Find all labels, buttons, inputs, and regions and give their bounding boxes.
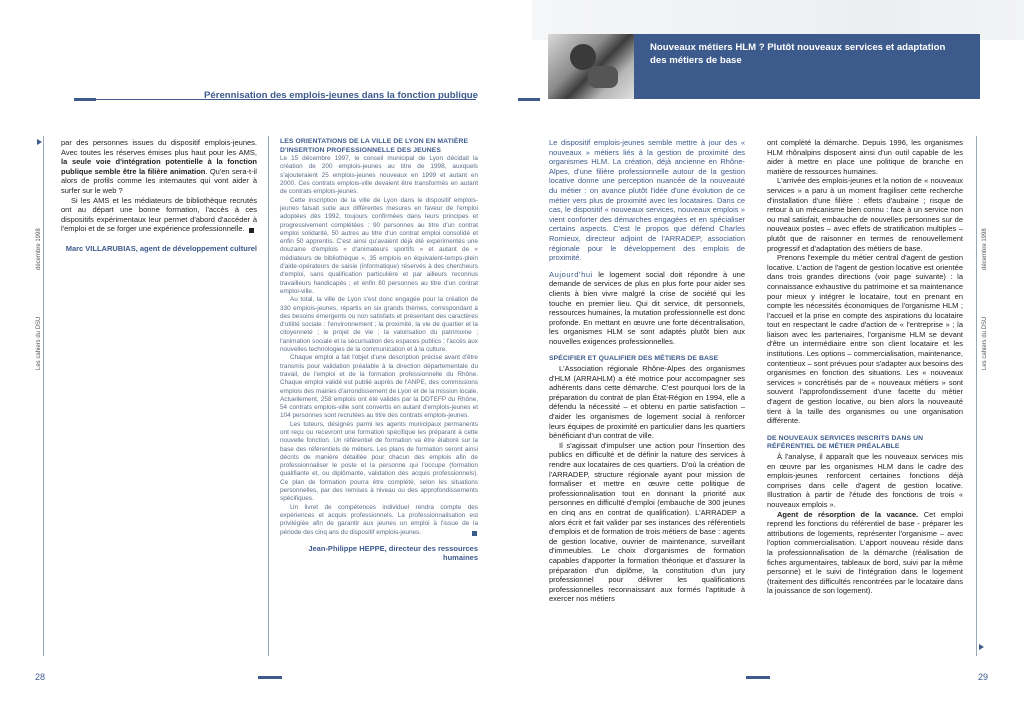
side-publication: Les cahiers du DSU: [36, 316, 42, 370]
paragraph: ont complété la démarche. Depuis 1996, les organismes HLM rhônalpins disposent ainsi d'un outil capable de les aider à mettre en place une politique de branche en matière de ressources humaines.: [767, 138, 963, 176]
end-square-icon: [472, 531, 477, 536]
column-divider: [268, 136, 269, 656]
left-header-title: Pérennisation des emplois-jeunes dans la fonction publique: [204, 90, 478, 101]
triangle-marker-icon: [979, 644, 984, 650]
margin-rule: [43, 136, 44, 656]
left-col-2: [280, 138, 478, 563]
paragraph: Aujourd'hui le logement social doit répondre à une demande de services de plus en plus forte pour aider ses clients à bien vivre malgré la crise de société qui les touche en premier lieu. Qui dit service, dit personnels, ressources humaines, la mutation professionnelle est donc profonde. En mettant en œuvre une forte décentralisation, les organismes HLM se sont adaptés plutôt bien aux nouvelles exigences professionnelles.: [549, 269, 745, 346]
margin-rule: [976, 136, 977, 656]
paragraph: Il s'agissait d'impulser une action pour l'insertion des publics en difficulté et de définir la nature des services à rendre aux locataires de ces quartiers. D'où la création de l'ARRADEP, structure régionale ayant pour mission de formaliser et mettre en œuvre cette politique de professionnalisation tout en donnant la priorité aux personnes en difficulté d'emploi (embauche de 300 jeunes en cinq ans en contrat de qualification). L'ARRADEP a alors écrit et fait valider par ses instances des référentiels d'emplois et de formation de trois métiers de base : agents de gestion locative, ouvrier de maintenance, surveillant d'immeubles. Le choix d'organismes de formation capables d'apporter la formation théorique et d'assurer la préparation d'un diplôme, la constitution d'un jury professionnel pour délivrer les qualifications professionnelles reconnaissant aux formés l'aptitude à exercer nos métiers: [549, 440, 745, 604]
signature: Jean-Philippe HEPPE, directeur des ressources humaines: [308, 543, 478, 563]
paragraph: À l'analyse, il apparaît que les nouveaux services mis en œuvre par les organismes HLM dans le cadre des emplois-jeunes renforcent certaines fonctions déjà comprises dans celle d'agent de gestion locative. Illustration à partir de l'étude des fonctions de trois « nouveaux emplois ».: [767, 452, 963, 509]
paragraph: L'Association régionale Rhône-Alpes des organismes d'HLM (ARRAHLM) a été motrice pour accompagner ses adhérents dans cette démarche. C'est pourquoi lors de la préparation du contrat de plan État-Région en 1994, elle a défendu la nécessité – et obtenu en partie satisfaction – d'aider les organismes de logement social à renforcer leurs équipes de proximité en particulier dans les quartiers bénéficiant d'un contrat de ville.: [549, 364, 745, 441]
paragraph: Agent de résorption de la vacance. Cet emploi reprend les fonctions du référentiel de base - préparer les attributions de logements, représenter l'organisme – avec l'option commercialisation. L'apport nouveau réside dans la professionnalisation de la démarche (réalisation de fiches argumentaires, tableaux de bord, suivi par la même personne) et le suivi de l'intégration dans le logement (traitement des difficultés rencontrées par le locataire dans la jouissance de son logement).: [767, 509, 963, 596]
triangle-marker-icon: [37, 139, 42, 145]
end-square-icon: [249, 228, 254, 233]
header-accent-bar: [518, 98, 540, 101]
footer-accent-bar: [258, 676, 282, 679]
section-heading: LES ORIENTATIONS DE LA VILLE DE LYON EN MATIÈRE D'INSERTION PROFESSIONNELLE DES JEUNES: [280, 138, 469, 154]
section-heading: DE NOUVEAUX SERVICES INSCRITS DANS UN RÉFÉRENTIEL DE MÉTIER PRÉALABLE: [767, 434, 924, 451]
page-number: 28: [35, 672, 46, 682]
photo: [548, 34, 634, 99]
paragraph: Au total, la ville de Lyon s'est donc engagée pour la création de 330 emplois-jeunes, répartis en six grands thèmes, correspondant à des besoins émergents ou non satisfaits et présentant des caractères d'utilité sociale : l'environnement ; la proximité, la vie de quartier et la citoyenneté ; le projet de vie ; la valorisation du patrimoine ; l'animation sociale et la sécurisation des espaces publics ; l'accès aux nouvelles technologies de la communication et à la culture.: [280, 296, 478, 354]
paragraph: Prenons l'exemple du métier central d'agent de gestion locative. L'action de l'agent de gestion locative est orientée dans trois grandes directions (voir page suivante) : la connaissance exhaustive du patrimoine et sa maintenance pour mieux y intégrer le locataire, tout en prenant en compte les nécessités économiques de l'organisme HLM ; l'accueil et la prise en compte des aspirations du locataire tout en respectant le cadre d'action de « l'entreprise » ; la liaison avec les partenaires, l'organisme HLM se devant d'être un intermédiaire entre son client locataire et les institutions. Les options – commercialisation, maintenance, contentieux – sont prévues pour s'adapter aux besoins des organismes en fonction des situations. Les « nouveaux services » concrétisés par de « nouveaux métiers » sont souvent l'approfondissement d'une facette du métier d'agent de gestion locative, ou bien alors la nouveauté tient à la taille des organismes ou une organisation différente.: [767, 253, 963, 426]
right-header-title: Nouveaux métiers HLM ? Plutôt nouveaux services et adaptation des métiers de base: [650, 42, 946, 66]
paragraph: par des personnes issues du dispositif emplois-jeunes. Avec toutes les réserves émises plus haut pour les AMS, la seule voie d'intégration potentielle à la fonction publique semble être la filière animation. Qu'en sera-t-il alors de profils comme les internautes qui vont aider à surfer sur le web ?: [61, 138, 257, 195]
right-col-1: [549, 138, 745, 604]
section-heading: SPÉCIFIER ET QUALIFIER DES MÉTIERS DE BASE: [549, 355, 719, 363]
signature: Marc VILLARUBIAS, agent de développement culturel: [65, 243, 257, 253]
paragraph: Si les AMS et les médiateurs de bibliothèque recrutés ont au départ une bonne formation, l'accès à ces dispositifs expérimentaux leur permet d'abord d'accéder à l'emploi et de se forger une expérience professionnelle.: [61, 195, 257, 234]
side-date: décembre 1998: [982, 228, 988, 270]
right-page: [512, 0, 1024, 719]
header-banner: [634, 34, 980, 99]
paragraph: Un livret de compétences individuel rendra compte des expériences et acquis professionnels. La professionnalisation est privilégiée afin de garantir aux jeunes un emploi à l'issue de la période des cinq ans du dispositif emplois-jeunes.: [280, 503, 478, 536]
paragraph: Le 15 décembre 1997, le conseil municipal de Lyon décidait la création de 200 emplois-jeunes au titre de 1998, auxquels s'ajouteraient 25 emplois-jeunes nouveaux en 1999 et autant en 2000. Ces contrats emplois-ville devaient être transformés en autant de contrats emplois-jeunes.: [280, 155, 478, 196]
intro-paragraph: Le dispositif emplois-jeunes semble mettre à jour des « nouveaux » métiers liés à la gestion de proximité des organismes HLM. La création, déjà ancienne en Rhône-Alpes, d'une filière professionnelle autour de la gestion locative donne une perception nuancée de la nouveauté du métier : on avance plutôt l'idée d'une évolution de ce métier vers plus de proximité avec les locataires. Dans ce cas, le dispositif « nouveaux services, nouveaux emplois » vient conforter des démarches engagées et en spécialiser certains aspects. C'est le propos que défend Charles Romieux, directeur adjoint de l'ARRADEP, association régionale pour le développement des emplois de proximité.: [549, 138, 745, 263]
side-publication: Les cahiers du DSU: [982, 316, 988, 370]
footer-accent-bar: [746, 676, 770, 679]
right-col-2: [767, 138, 963, 596]
header-accent-bar: [74, 98, 96, 101]
paragraph: Cette inscription de la ville de Lyon dans le dispositif emplois-jeunes faisait suite aux différentes mesures en faveur de l'emploi adoptées dès 1992, toujours confirmées dans leurs principes et progressivement complétées : 90 personnes au titre d'un contrat emploi solidarité, 50 autres au titre d'un contrat emploi consolidé et enfin 50 apprentis. C'est ainsi qu'avaient déjà été expérimentés une douzaine d'emplois « d'animateurs sportifs » et autant de « médiateurs de bibliothèque », 35 emplois en équivalent-temps-plein d'aide-opérateurs de saisie (informatique) réservés à des chercheurs d'emploi, sans qualification particulière et par ailleurs reconnus travailleurs handicapés ; et enfin 80 personnes au titre d'un contrat emploi-ville.: [280, 196, 478, 295]
left-col-1: [61, 138, 257, 254]
paragraph: L'arrivée des emplois-jeunes et la notion de « nouveaux services » a paru à un moment fragiliser cette recherche d'installation d'une filière : effets d'aubaine ; risque de retour à un mécanisme bien connu : face à un service non ou mal satisfait, embauche de nouvelles personnes sur de nouveaux postes – avec effets de stratification multiples – plutôt que de raisonner en termes de renouvellement progressif et d'adaptation des métiers de base.: [767, 176, 963, 253]
paragraph: Les tuteurs, désignés parmi les agents municipaux permanents ont reçu ou recevront une formation spécifique les préparant à cette nouvelle fonction. Un référentiel de formation va être élaboré sur la base des référentiels de métiers. Les plans de formation seront ainsi décrits de manière détaillée pour chacun des emplois afin de professionnaliser le poste et la personne qui l'occupe (formation qualifiante et, ou diplômante, validation des acquis professionnels). Ce plan de formation pourra être complété, selon les situations personnelles, par des remises à niveau ou des approfondissements spécifiques.: [280, 420, 478, 503]
side-date: décembre 1998: [36, 228, 42, 270]
page-number: 29: [978, 672, 989, 682]
paragraph: Chaque emploi a fait l'objet d'une description précise avant d'être transmis pour validation préalable à la direction départementale du travail, de l'emploi et de la formation professionnelle du Rhône. Chaque emploi validé est publié auprès de l'ANPE, des commissions emplois des mairies d'arrondissement de Lyon et de la mission locale. Actuellement, 258 emplois ont été validés par la DDTEFP du Rhône, 54 contrats emplois-ville sont convertis en autant d'emplois-jeunes et 104 personnes sont recrutées au titre des contrats emplois-jeunes.: [280, 354, 478, 420]
